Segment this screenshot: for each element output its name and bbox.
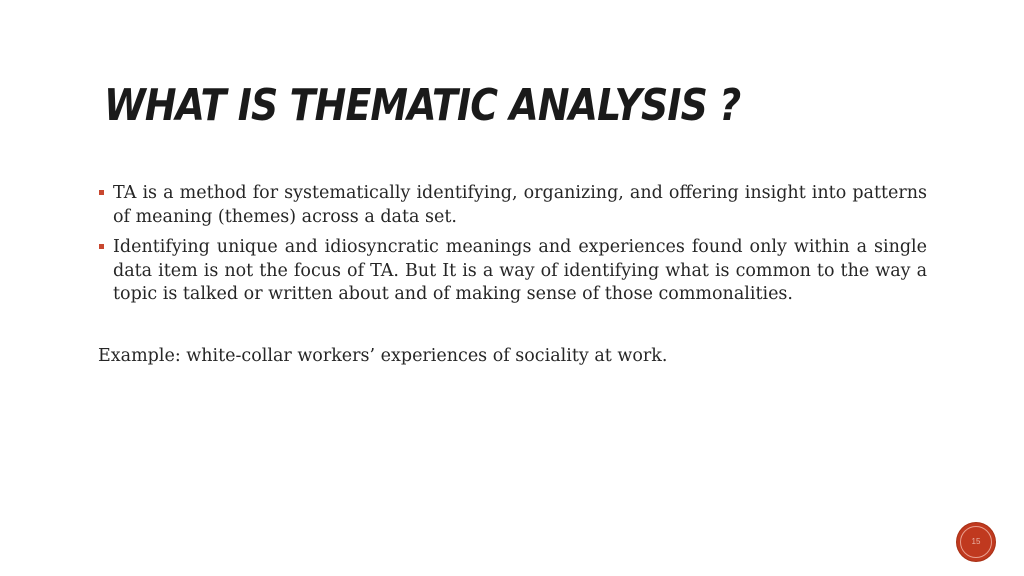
bullet-list: [98, 182, 927, 314]
slide-title: WHAT IS THEMATIC ANALYSIS ?: [104, 80, 741, 131]
page-number-badge: [957, 523, 995, 561]
page-number: 15: [971, 537, 981, 546]
bullet-text: TA is a method for systematically identifying, organizing, and offering insight into patterns of meaning (themes) across a data set.: [113, 183, 927, 227]
example-text: Example: white-collar workers’ experiences of sociality at work.: [98, 346, 668, 366]
square-bullet-icon: [99, 190, 104, 195]
square-bullet-icon: [99, 244, 104, 249]
bullet-text: Identifying unique and idiosyncratic meanings and experiences found only within a single data item is not the focus of TA. But It is a way of identifying what is common to the way a topic is talked or written about and of making sense of those commonalities.: [113, 237, 927, 304]
bullet-item: [98, 182, 927, 229]
bullet-item: [98, 236, 927, 307]
